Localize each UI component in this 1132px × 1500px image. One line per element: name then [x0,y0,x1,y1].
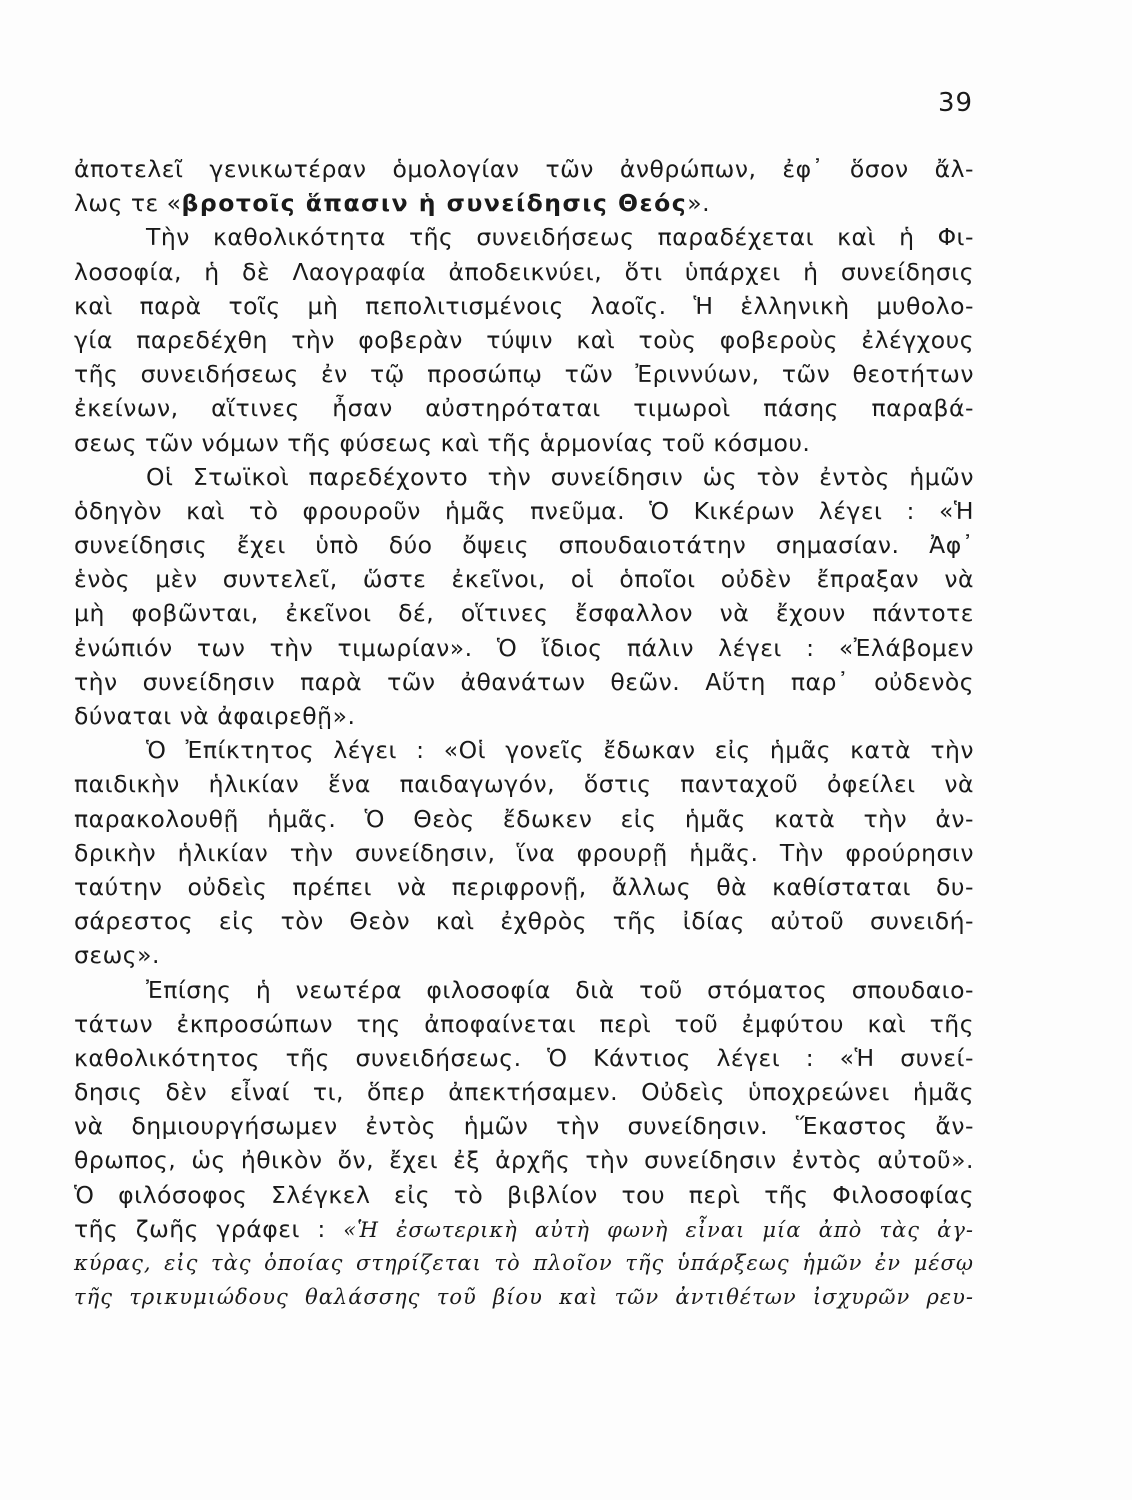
line-text: παρακολουθῇ ἡμᾶς. Ὁ Θεὸς ἔδωκεν εἰς ἡμᾶς κατὰ τὴν ἀν- [74,804,974,833]
text-line [74,426,974,460]
text-line [74,870,974,904]
line-text: σεως τῶν νόμων τῆς φύσεως καὶ τῆς ἁρμονίας τοῦ κόσμου. [74,428,811,457]
line-text: Ὁ φιλόσοφος Σλέγκελ εἰς τὸ βιβλίον του περὶ τῆς Φιλοσοφίας [74,1180,974,1209]
italic-quote: τῆς τρικυμιώδους θαλάσσης τοῦ βίου καὶ τῶν ἀντιθέτων ἰσχυρῶν ρευ- [74,1285,974,1310]
text-line [74,767,974,801]
italic-quote: κύρας, εἰς τὰς ὁποίας στηρίζεται τὸ πλοῖον τῆς ὑπάρξεως ἡμῶν ἐν μέσῳ [74,1251,974,1275]
text-line [74,1212,974,1246]
text-line [74,357,974,391]
line-text: τάτων ἐκπροσώπων της ἀποφαίνεται περὶ τοῦ ἐμφύτου καὶ τῆς [74,1009,974,1038]
line-text: σεως». [74,941,160,970]
line-text: θρωπος, ὡς ἠθικὸν ὄν, ἔχει ἐξ ἀρχῆς τὴν συνείδησιν ἐντὸς αὐτοῦ». [74,1146,974,1175]
text-line [74,1280,974,1314]
body-text [74,152,974,1314]
line-text: ἐνώπιόν των τὴν τιμωρίαν». Ὁ ἴδιος πάλιν λέγει : «Ἐλάβομεν [74,633,974,662]
text-line [74,1007,974,1041]
italic-quote: «Ἡ ἐσωτερικὴ αὐτὴ φωνὴ εἶναι μία ἀπὸ τὰς ἀγ- [343,1217,974,1242]
line-text: γία παρεδέχθη τὴν φοβερὰν τύψιν καὶ τοὺς φοβεροὺς ἐλέγχους [74,325,974,354]
line-text: ἑνὸς μὲν συντελεῖ, ὥστε ἐκεῖνοι, οἱ ὁποῖοι οὐδὲν ἔπραξαν νὰ [74,565,974,594]
line-text: τῆς ζωῆς γράφει : [74,1214,344,1243]
line-text: δύναται νὰ ἀφαιρεθῇ». [74,702,356,730]
emphasized-quote: βροτοῖς ἅπασιν ἡ συνείδησις Θεός [181,189,688,218]
text-line [74,973,974,1007]
text-line [74,904,974,938]
line-text: ». [687,189,711,218]
line-text: συνείδησις ἔχει ὑπὸ δύο ὄψεις σπουδαιοτάτην σημασίαν. Ἀφ᾽ [74,531,974,560]
line-text: Οἱ Στωϊκοὶ παρεδέχοντο τὴν συνείδησιν ὡς τὸν ἐντὸς ἡμῶν [146,462,974,491]
text-line [74,460,974,494]
line-text: λοσοφία, ἡ δὲ Λαογραφία ἀποδεικνύει, ὅτι ὑπάρχει ἡ συνείδησις [74,257,974,286]
text-line [74,596,974,630]
page-number: 39 [938,88,974,118]
line-text: λως τε « [74,189,182,218]
line-text: Ὁ Ἐπίκτητος λέγει : «Οἱ γονεῖς ἔδωκαν εἰς ἡμᾶς κατὰ τὴν [146,736,974,765]
text-line [74,1178,974,1212]
line-text: Τὴν καθολικότητα τῆς συνειδήσεως παραδέχεται καὶ ἡ Φι- [146,223,974,252]
line-text: ἀποτελεῖ γενικωτέραν ὁμολογίαν τῶν ἀνθρώπων, ἐφ᾽ ὅσον ἄλ- [74,155,974,183]
line-text: δρικὴν ἡλικίαν τὴν συνείδησιν, ἵνα φρουρῇ ἡμᾶς. Τὴν φρούρησιν [74,838,974,867]
text-line [74,289,974,323]
text-line [74,220,974,254]
text-line [74,186,974,220]
text-line [74,1041,974,1075]
text-line [74,323,974,357]
text-line [74,562,974,596]
line-text: ἐκείνων, αἵτινες ἦσαν αὐστηρόταται τιμωροὶ πάσης παραβά- [74,394,974,423]
line-text: Ἐπίσης ἡ νεωτέρα φιλοσοφία διὰ τοῦ στόματος σπουδαιο- [146,975,974,1004]
line-text: σάρεστος εἰς τὸν Θεὸν καὶ ἐχθρὸς τῆς ἰδίας αὐτοῦ συνειδή- [74,907,974,936]
line-text: ὁδηγὸν καὶ τὸ φρουροῦν ἡμᾶς πνεῦμα. Ὁ Κικέρων λέγει : «Ἡ [74,496,974,525]
line-text: τῆς συνειδήσεως ἐν τῷ προσώπῳ τῶν Ἐριννύων, τῶν θεοτήτων [74,360,974,389]
text-line [74,1109,974,1143]
text-line [74,836,974,870]
text-line [74,733,974,767]
text-line [74,802,974,836]
text-line [74,152,974,186]
text-line [74,699,974,733]
text-line [74,255,974,289]
line-text: ταύτην οὐδεὶς πρέπει νὰ περιφρονῇ, ἄλλως θὰ καθίσταται δυ- [74,872,974,901]
text-line [74,938,974,972]
line-text: καθολικότητος τῆς συνειδήσεως. Ὁ Κάντιος λέγει : «Ἡ συνεί- [74,1043,974,1072]
line-text: παιδικὴν ἡλικίαν ἕνα παιδαγωγόν, ὅστις πανταχοῦ ὀφείλει νὰ [74,770,974,799]
line-text: καὶ παρὰ τοῖς μὴ πεπολιτισμένοις λαοῖς. Ἡ ἑλληνικὴ μυθολο- [74,291,974,320]
text-line [74,391,974,425]
text-line [74,1075,974,1109]
text-line [74,665,974,699]
line-text: τὴν συνείδησιν παρὰ τῶν ἀθανάτων θεῶν. Αὕτη παρ᾽ οὐδενὸς [74,667,974,696]
text-line [74,528,974,562]
line-text: νὰ δημιουργήσωμεν ἐντὸς ἡμῶν τὴν συνείδησιν. Ἕκαστος ἄν- [74,1112,974,1141]
text-line [74,631,974,665]
line-text: δησις δὲν εἶναί τι, ὅπερ ἀπεκτήσαμεν. Οὐδεὶς ὑποχρεώνει ἡμᾶς [74,1078,974,1107]
text-line [74,494,974,528]
line-text: μὴ φοβῶνται, ἐκεῖνοι δέ, οἵτινες ἔσφαλλον νὰ ἔχουν πάντοτε [74,599,974,628]
text-line [74,1246,974,1280]
text-line [74,1143,974,1177]
